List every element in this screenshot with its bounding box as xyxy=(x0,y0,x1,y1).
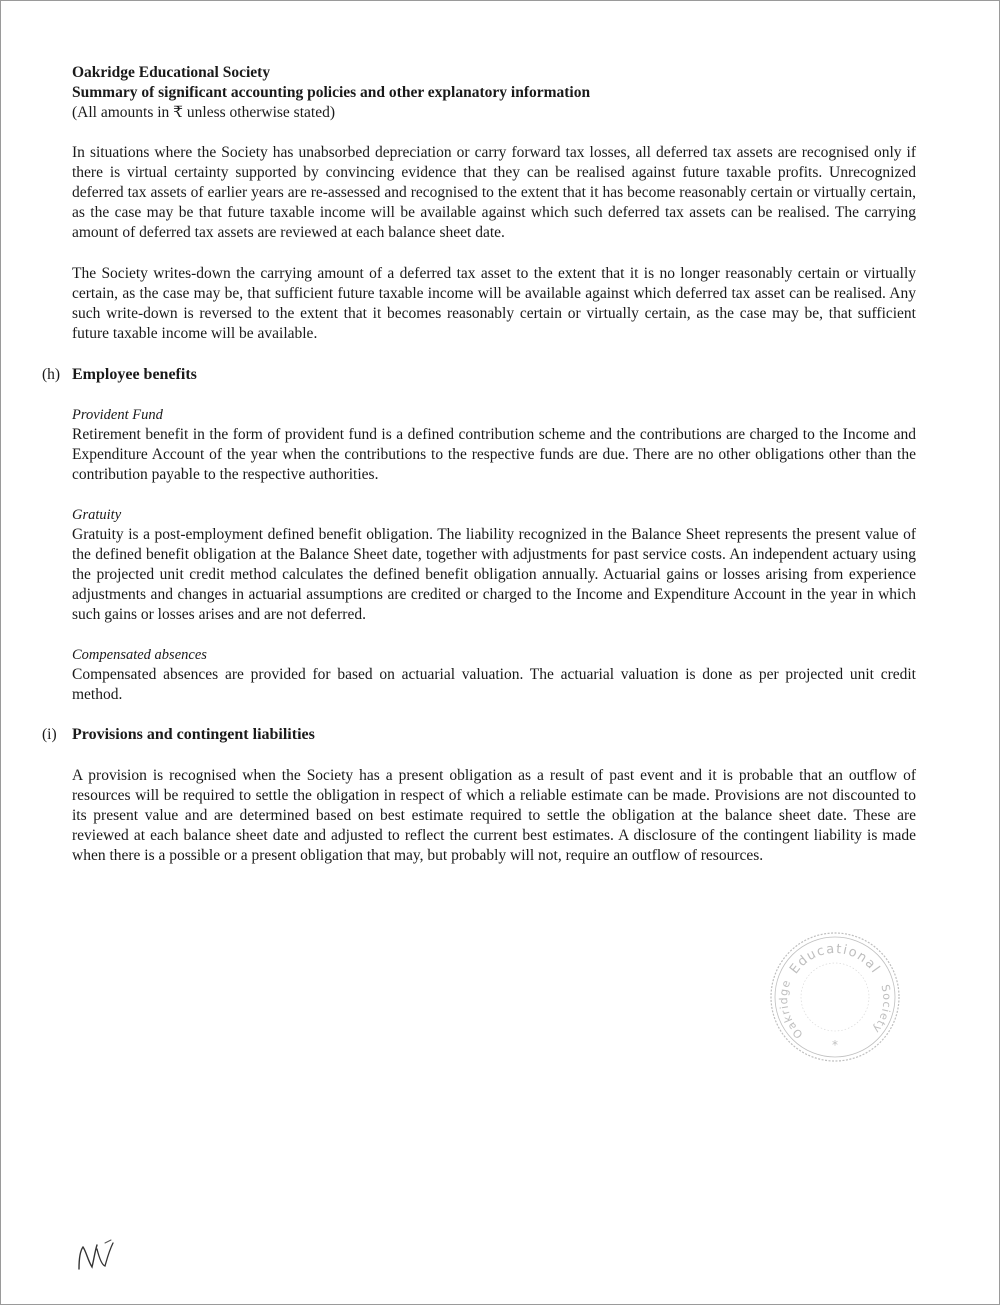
section-title-employee-benefits: Employee benefits xyxy=(72,366,197,383)
svg-text:Society xyxy=(870,983,894,1036)
section-heading-employee-benefits xyxy=(42,365,916,385)
provisions-paragraph: A provision is recognised when the Society has a present obligation as a result of past event and it is probable that an outflow of resources will be required to settle the obligation in respect of which a reliable estimate can be made. Provisions are not discounted to its present value and are determined based on best estimate required to settle the obligation at the balance sheet date. These are reviewed at each balance sheet date and adjusted to reflect the current best estimates. A disclosure of the contingent liability is made when there is a possible or a present obligation that may, but probably will not, require an outflow of resources. xyxy=(72,767,916,864)
seal-top-text: Educational xyxy=(787,941,884,977)
deferred-tax-paragraph-2: The Society writes-down the carrying amount of a deferred tax asset to the extent that it is no longer reasonably certain or virtually certain, as the case may be, that sufficient future taxable income will be available against which deferred tax asset can be realised. Any such write-down is reversed to the extent that it becomes reasonably certain or virtually certain, as the case may be, that sufficient future taxable income will be available. xyxy=(72,265,916,342)
document-content xyxy=(42,63,916,866)
document-title: Summary of significant accounting policies and other explanatory information xyxy=(72,84,591,101)
section-marker-h: (h) xyxy=(42,366,61,383)
handwritten-initials xyxy=(75,1235,125,1275)
gratuity-heading: Gratuity xyxy=(72,507,122,523)
seal-left-text: Oakridge xyxy=(777,977,806,1042)
section-heading-provisions xyxy=(42,725,916,745)
svg-text:*: * xyxy=(832,1038,838,1052)
seal-right-text: Society xyxy=(869,983,894,1037)
organization-name: Oakridge Educational Society xyxy=(72,64,271,81)
section-title-provisions: Provisions and contingent liabilities xyxy=(72,726,315,743)
provident-fund-paragraph: Retirement benefit in the form of provident fund is a defined contribution scheme and the contributions are charged to the Income and Expenditure Account of the year when the contributions to the respective funds are due. There are no other obligations other than the contribution payable to the respective authorities. xyxy=(72,426,916,483)
svg-text:Oakridge xyxy=(777,978,806,1041)
society-seal-stamp xyxy=(765,929,905,1065)
deferred-tax-paragraph-1: In situations where the Society has unabsorbed depreciation or carry forward tax losses, all deferred tax assets are recognised only if there is virtual certainty supported by convincing evidence that they can be realised against future taxable profits. Unrecognized deferred tax assets of earlier years are re-assessed and recognised to the extent that it has become reasonably certain or virtually certain, as the case may be that future taxable income will be available against which such deferred tax assets can be realised. The carrying amount of deferred tax assets are reviewed at each balance sheet date. xyxy=(72,144,916,241)
section-marker-i: (i) xyxy=(42,726,57,743)
compensated-absences-heading: Compensated absences xyxy=(72,647,207,663)
compensated-absences-paragraph: Compensated absences are provided for based on actuarial valuation. The actuarial valuation is done as per projected unit credit method. xyxy=(72,666,916,703)
amounts-note: (All amounts in ₹ unless otherwise stated) xyxy=(72,104,335,121)
gratuity-paragraph: Gratuity is a post-employment defined benefit obligation. The liability recognized in the Balance Sheet represents the present value of the defined benefit obligation at the Balance Sheet date, together with adjustments for past service costs. An independent actuary using the projected unit credit method calculates the defined benefit obligation annually. Actuarial gains or losses arising from experience adjustments and changes in actuarial assumptions are credited or charged to the Income and Expenditure Account in the year in which such gains or losses arises and are not deferred. xyxy=(72,526,916,623)
provident-fund-heading: Provident Fund xyxy=(72,407,163,423)
